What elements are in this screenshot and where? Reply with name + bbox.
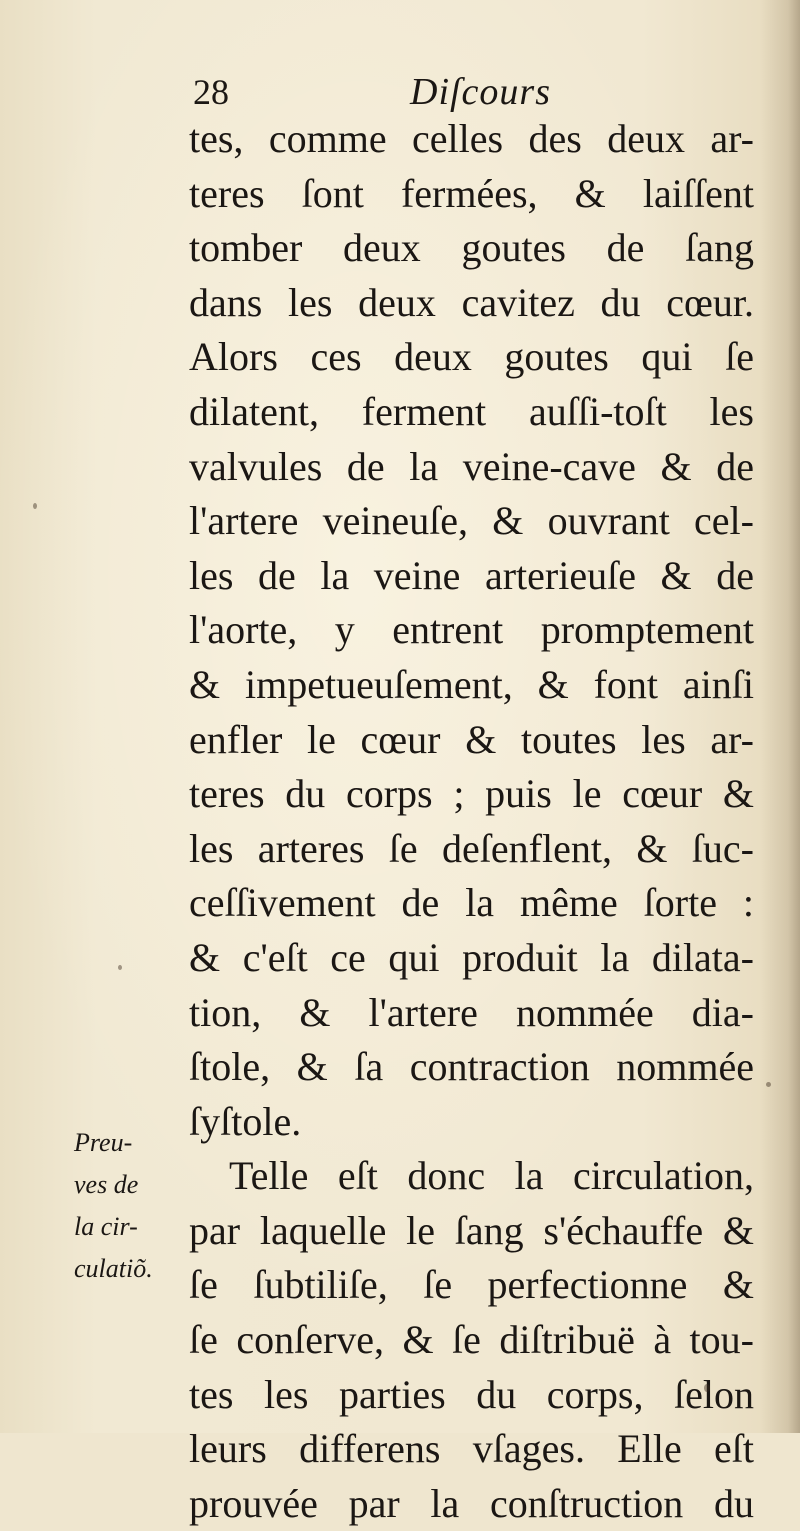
page-number: 28: [193, 72, 229, 112]
paper-speck: [118, 965, 122, 970]
text-line: ſe conſerve, & ſe diſtribuë à tou-: [189, 1317, 754, 1363]
margin-note-line: culatiõ.: [74, 1254, 153, 1283]
text-line: ſtole, & ſa contraction nommée: [189, 1044, 754, 1090]
text-line: l'artere veineuſe, & ouvrant cel-: [189, 498, 754, 544]
main-text: [189, 112, 754, 1531]
text-line-paragraph-end: ſyſtole.: [189, 1098, 302, 1144]
text-line: tes les parties du corps, ſelon: [189, 1371, 754, 1417]
paper-speck: [704, 1384, 710, 1392]
text-line: tion, & l'artere nommée dia-: [189, 989, 754, 1035]
text-line: tomber deux goutes de ſang: [189, 225, 754, 271]
text-line: leurs differens vſages. Elle eſt: [189, 1426, 754, 1472]
text-line: dilatent, ferment auſſi-toſt les: [189, 388, 754, 434]
paper-speck: [766, 1082, 771, 1087]
margin-note-line: Preu-: [74, 1128, 133, 1157]
text-line: tes, comme celles des deux ar-: [189, 116, 754, 161]
text-line: valvules de la veine-cave & de: [189, 443, 754, 489]
text-line: prouvée par la conſtruction du: [189, 1480, 754, 1526]
paper-speck: [33, 503, 37, 509]
margin-note-line: la cir-: [74, 1212, 138, 1241]
text-line: les de la veine arterieuſe & de: [189, 552, 754, 598]
text-line: par laquelle le ſang s'échauffe &: [189, 1207, 754, 1253]
page-edge-shadow: [760, 0, 800, 1433]
text-line: dans les deux cavitez du cœur.: [189, 279, 754, 325]
text-line: ſe ſubtiliſe, ſe perfectionne &: [189, 1262, 754, 1308]
text-line: enfler le cœur & toutes les ar-: [189, 716, 754, 762]
text-line: & impetueuſement, & font ainſi: [189, 661, 754, 707]
page-header: [0, 68, 800, 118]
text-line: & c'eſt ce qui produit la dilata-: [189, 934, 754, 980]
text-line: ceſſivement de la même ſorte :: [189, 880, 754, 926]
text-line: Alors ces deux goutes qui ſe: [189, 334, 754, 380]
text-line: teres du corps ; puis le cœur &: [189, 771, 754, 817]
margin-note: [74, 1122, 186, 1290]
text-line: teres ſont fermées, & laiſſent: [189, 170, 754, 216]
margin-note-line: ves de: [74, 1170, 139, 1199]
text-line: l'aorte, y entrent promptement: [189, 607, 754, 653]
text-line-paragraph-start: Telle eſt donc la circulation,: [229, 1153, 754, 1199]
text-line: les arteres ſe deſenflent, & ſuc-: [189, 825, 754, 871]
running-head: Diſcours: [410, 71, 551, 113]
